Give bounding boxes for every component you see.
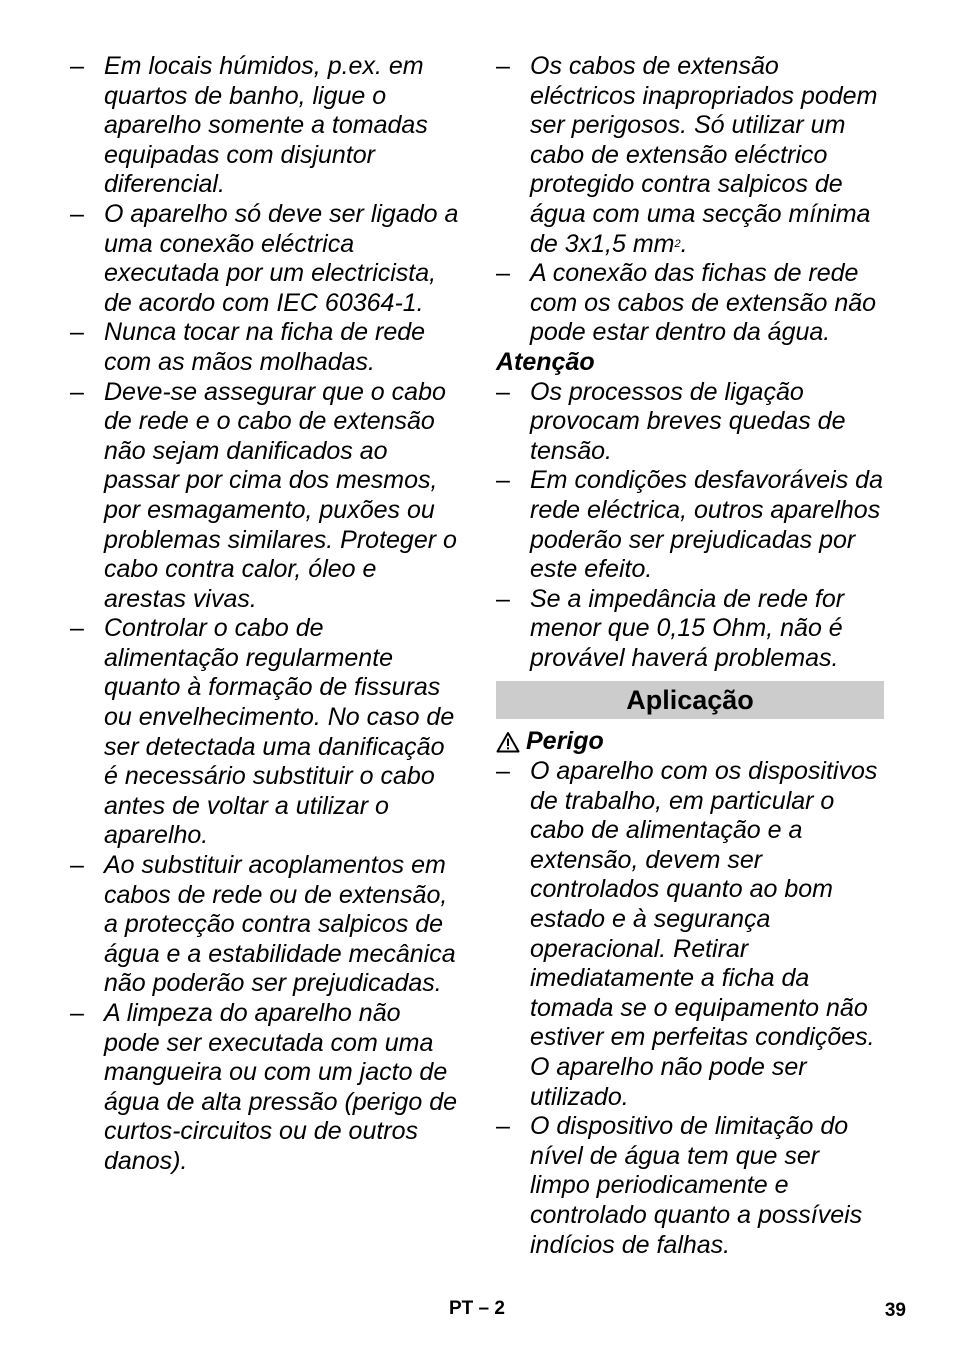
list-item	[496, 259, 884, 348]
right-bullet-list	[496, 52, 884, 348]
dash-marker: –	[496, 584, 510, 613]
list-item-text: O dispositivo de limitação do nível de água tem que ser limpo periodicamente e controlado quanto a possíveis indícios de falhas.	[530, 1112, 863, 1259]
list-item	[496, 1112, 884, 1260]
list-item-text: Nunca tocar na ficha de rede com as mãos molhadas.	[104, 318, 426, 376]
list-item-text: Os processos de ligação provocam breves quedas de tensão.	[530, 377, 846, 465]
footer-page-number: 39	[884, 1300, 906, 1321]
dash-marker: –	[496, 466, 510, 495]
dash-marker: –	[496, 757, 510, 786]
attention-list	[496, 378, 884, 674]
dash-marker: –	[70, 52, 84, 80]
list-item-text: A limpeza do aparelho não pode ser executada com uma mangueira ou com um jacto de água de alta pressão (perigo de curtos-circuitos ou de outros danos).	[104, 999, 458, 1175]
dash-marker: –	[70, 999, 84, 1027]
list-item-text: Controlar o cabo de alimentação regularmente quanto à formação de fissuras ou envelhecimento. No caso de ser detectada uma danificação é necessário substituir o cabo antes de voltar a utilizar o aparelho.	[104, 614, 455, 850]
dash-marker: –	[496, 52, 510, 80]
list-item-text: O aparelho com os dispositivos de trabalho, em particular o cabo de alimentação e a extensão, devem ser controlados quanto ao bom estado e à segurança operacional. Retirar imediatamente a ficha da tomada se o equipamento não estiver em perfeitas condições. O aparelho não pode ser utilizado.	[530, 757, 878, 1111]
list-item	[496, 52, 884, 259]
list-item	[496, 585, 884, 674]
footer-language-page: PT – 2	[449, 1298, 505, 1319]
dash-marker: –	[70, 318, 84, 347]
warning-triangle-icon	[496, 731, 520, 753]
right-column	[496, 52, 884, 1260]
list-item	[496, 378, 884, 467]
list-item	[70, 851, 462, 999]
list-item	[496, 466, 884, 584]
danger-heading	[496, 727, 884, 757]
list-item-text: Deve-se assegurar que o cabo de rede e o cabo de extensão não sejam danificados ao passar por cima dos mesmos, por esmagamento, puxões ou problemas similares. Proteger o cabo contra calor, óleo e arestas vivas.	[104, 377, 457, 613]
dash-marker: –	[496, 1112, 510, 1141]
dash-marker: –	[70, 199, 84, 228]
superscript: 2	[674, 237, 681, 250]
dash-marker: –	[496, 259, 510, 288]
list-item	[70, 318, 462, 377]
list-item-text: Em locais húmidos, p.ex. em quartos de banho, ligue o aparelho somente a tomadas equipadas com disjuntor diferencial.	[104, 52, 428, 199]
list-item-text: Em condições desfavoráveis da rede eléctrica, outros aparelhos poderão ser prejudicadas por este efeito.	[530, 466, 883, 584]
danger-heading-text: Perigo	[526, 727, 604, 756]
attention-heading: Atenção	[496, 347, 595, 376]
list-item-end: .	[680, 229, 688, 258]
left-bullet-list	[70, 52, 462, 1177]
list-item	[496, 757, 884, 1112]
list-item	[70, 614, 462, 851]
section-title: Aplicação	[626, 684, 754, 715]
danger-list	[496, 757, 884, 1260]
list-item-text: Os cabos de extensão eléctricos inapropriados podem ser perigosos. Só utilizar um cabo de extensão eléctrico protegido contra salpicos de água com uma secção mínima de 3x1,5 mm	[530, 52, 878, 258]
list-item-text: A conexão das fichas de rede com os cabos de extensão não pode estar dentro da água.	[530, 259, 877, 347]
list-item	[70, 378, 462, 615]
dash-marker: –	[70, 614, 84, 643]
list-item	[70, 200, 462, 318]
list-item-text: Se a impedância de rede for menor que 0,15 Ohm, não é provável haverá problemas.	[530, 584, 845, 672]
dash-marker: –	[496, 377, 510, 406]
list-item-text: O aparelho só deve ser ligado a uma conexão eléctrica executada por um electricista, de acordo com IEC 60364-1.	[104, 199, 459, 317]
dash-marker: –	[70, 377, 84, 406]
left-column	[70, 52, 462, 1177]
list-item-text: Ao substituir acoplamentos em cabos de rede ou de extensão, a protecção contra salpicos de água e a estabilidade mecânica não poderão ser prejudicadas.	[104, 851, 456, 998]
list-item	[70, 52, 462, 200]
section-title-bar	[496, 681, 884, 719]
dash-marker: –	[70, 851, 84, 880]
list-item	[70, 999, 462, 1177]
